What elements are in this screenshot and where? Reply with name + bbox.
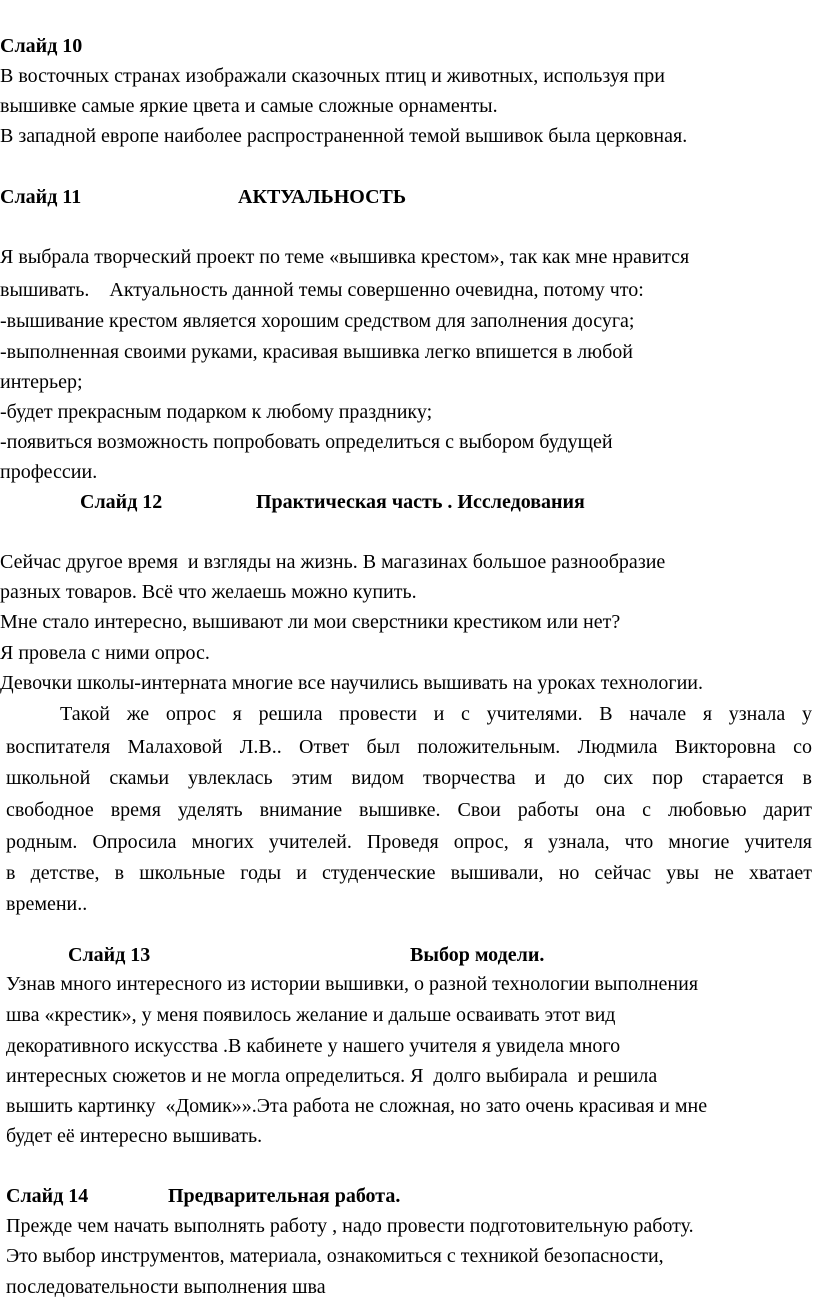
slide12-line: Я провела с ними опрос. xyxy=(0,642,210,664)
slide10-line: В западной европе наиболее распространенной темой вышивок была церковная. xyxy=(0,125,688,147)
slide13-heading: Слайд 13 xyxy=(68,944,151,966)
slide11-line: -выполненная своими руками, красивая вышивка легко впишется в любой xyxy=(0,341,633,363)
slide14-title: Предварительная работа. xyxy=(168,1185,401,1207)
slide14-line: Это выбор инструментов, материала, ознакомиться с техникой безопасности, xyxy=(6,1245,664,1267)
slide13-line: вышить картинку «Домик»».Эта работа не сложная, но зато очень красивая и мне xyxy=(6,1095,708,1117)
slide11-heading: Слайд 11 xyxy=(0,186,82,208)
slide12-line: Мне стало интересно, вышивают ли мои сверстники крестиком или нет? xyxy=(0,611,621,633)
slide12-paragraph-line: свободное время уделять внимание вышивке. Свои работы она с любовью дарит xyxy=(6,800,812,821)
slide13-line: интересных сюжетов и не могла определиться. Я долго выбирала и решила xyxy=(6,1065,658,1087)
slide12-line: Сейчас другое время и взгляды на жизнь. В магазинах большое разнообразие xyxy=(0,551,666,573)
slide12-title: Практическая часть . Исследования xyxy=(256,491,585,513)
slide13-line: Узнав много интересного из истории вышивки, о разной технологии выполнения xyxy=(6,973,699,995)
slide14-line: Прежде чем начать выполнять работу , надо провести подготовительную работу. xyxy=(6,1215,694,1237)
slide13-line: шва «крестик», у меня появилось желание и дальше осваивать этот вид xyxy=(6,1004,616,1026)
slide12-paragraph-line: школьной скамьи увлеклась этим видом творчества и до сих пор старается в xyxy=(6,768,812,789)
slide13-line: декоративного искусства .В кабинете у нашего учителя я увидела много xyxy=(6,1035,621,1057)
slide12-paragraph-line: в детстве, в школьные годы и студенческие вышивали, но сейчас увы не хватает xyxy=(6,863,812,884)
slide13-title: Выбор модели. xyxy=(410,944,545,966)
slide10-line: вышивке самые яркие цвета и самые сложные орнаменты. xyxy=(0,95,498,117)
slide13-line: будет её интересно вышивать. xyxy=(6,1125,263,1147)
slide11-line: -появиться возможность попробовать определиться с выбором будущей xyxy=(0,431,613,453)
slide11-line: вышивать. Актуальность данной темы совершенно очевидна, потому что: xyxy=(0,279,644,301)
slide14-heading: Слайд 14 xyxy=(6,1185,89,1207)
slide12-line: разных товаров. Всё что желаешь можно купить. xyxy=(0,581,417,603)
slide10-line: В восточных странах изображали сказочных птиц и животных, используя при xyxy=(0,65,665,87)
slide11-line: профессии. xyxy=(0,461,98,483)
slide11-line: интерьер; xyxy=(0,371,83,393)
slide11-line: -будет прекрасным подарком к любому празднику; xyxy=(0,401,433,423)
slide14-line: последовательности выполнения шва xyxy=(6,1276,326,1298)
slide12-heading: Слайд 12 xyxy=(80,491,163,513)
slide10-heading: Слайд 10 xyxy=(0,35,83,57)
slide12-paragraph-line: родным. Опросила многих учителей. Проведя опрос, я узнала, что многие учителя xyxy=(6,832,812,853)
slide11-title: АКТУАЛЬНОСТЬ xyxy=(238,186,407,208)
slide12-paragraph-line: времени.. xyxy=(6,893,88,915)
slide12-paragraph-line: Такой же опрос я решила провести и с учителями. В начале я узнала у xyxy=(60,704,812,725)
slide11-line: Я выбрала творческий проект по теме «вышивка крестом», так как мне нравится xyxy=(0,246,690,268)
slide12-paragraph-line: воспитателя Малаховой Л.В.. Ответ был положительным. Людмила Викторовна со xyxy=(6,737,812,758)
slide11-line: -вышивание крестом является хорошим средством для заполнения досуга; xyxy=(0,310,635,332)
slide12-line: Девочки школы-интерната многие все научились вышивать на уроках технологии. xyxy=(0,672,704,694)
